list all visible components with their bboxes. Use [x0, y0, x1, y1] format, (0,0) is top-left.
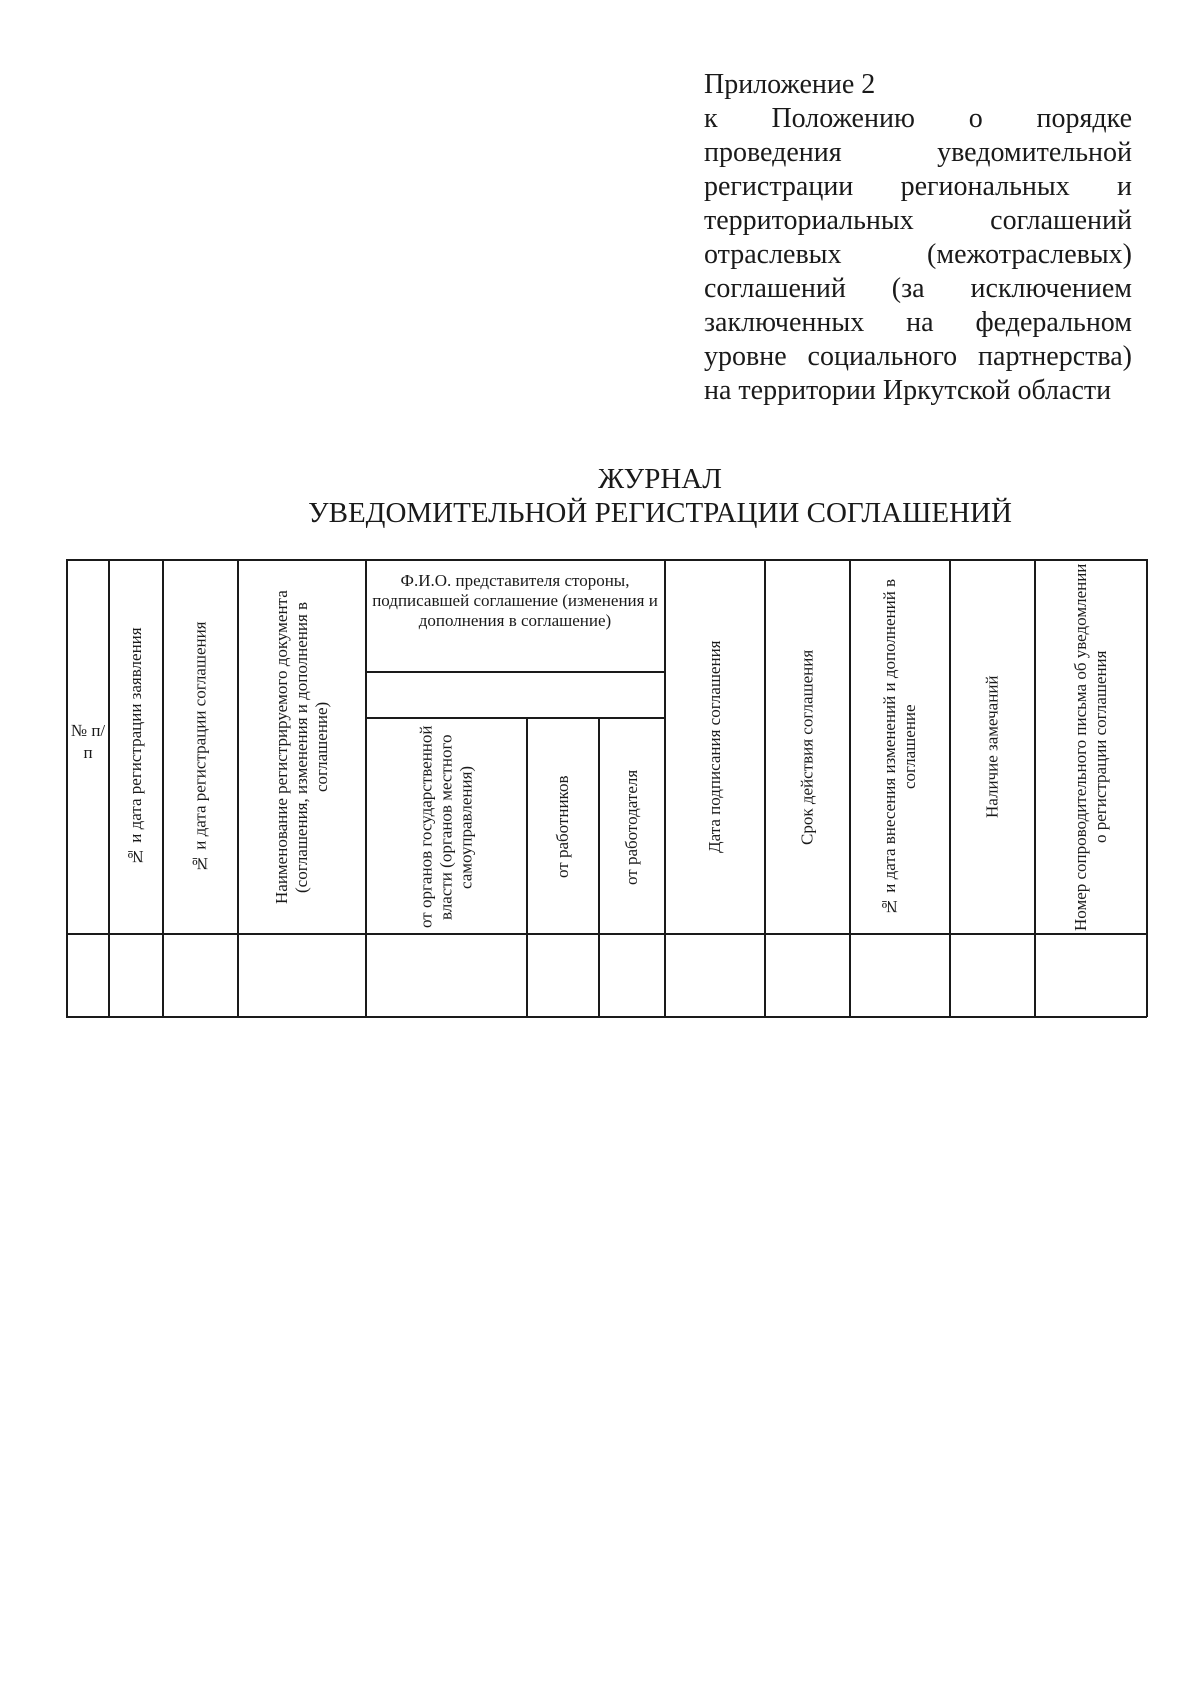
header-changes: № и дата внесения изменений и дополнений в соглашение: [880, 578, 919, 916]
header-signatory-group: Ф.И.О. представителя стороны, подписавшей соглашение (изменения и дополнения в соглашение): [372, 571, 658, 630]
header-signatory-workers: от работников: [553, 775, 572, 879]
journal-subtitle: УВЕДОМИТЕЛЬНОЙ РЕГИСТРАЦИИ СОГЛАШЕНИЙ: [308, 497, 1012, 529]
header-application-registration: № и дата регистрации заявления: [126, 627, 145, 867]
header-accompanying-letter: Номер сопроводительного письма об уведомлении о регистрации соглашения: [1071, 563, 1110, 931]
header-document-name: Наименование регистрируемого документа (соглашения, изменения и дополнения в соглашение): [272, 590, 331, 904]
header-sign-date: Дата подписания соглашения: [705, 640, 724, 854]
table-row: [68, 935, 1146, 1016]
table-line-subheader-1: [365, 671, 664, 673]
table-line-subheader-2: [365, 717, 664, 719]
header-validity: Срок действия соглашения: [797, 649, 817, 845]
journal-title: ЖУРНАЛ: [598, 463, 722, 495]
header-agreement-registration: № и дата регистрации соглашения: [190, 621, 210, 873]
table-border-bottom: [66, 1016, 1147, 1018]
table-border-right: [1146, 559, 1148, 1017]
appendix-block: [704, 68, 1132, 408]
header-number: № п/п: [70, 721, 106, 762]
table-border-top: [66, 559, 1147, 561]
header-signatory-employer: от работодателя: [622, 769, 641, 885]
appendix-reference: к Положению о порядке проведения уведомительной регистрации региональных и территориальных соглашений отраслевых (межотраслевых) соглашений (за исключением заключенных на федеральном уровне социального партнерства) на территории Иркутской области: [704, 103, 1132, 406]
header-remarks: Наличие замечаний: [982, 675, 1002, 819]
header-signatory-authorities: от органов государственной власти (органов местного самоуправления): [416, 725, 476, 929]
appendix-number: Приложение 2: [704, 69, 876, 100]
